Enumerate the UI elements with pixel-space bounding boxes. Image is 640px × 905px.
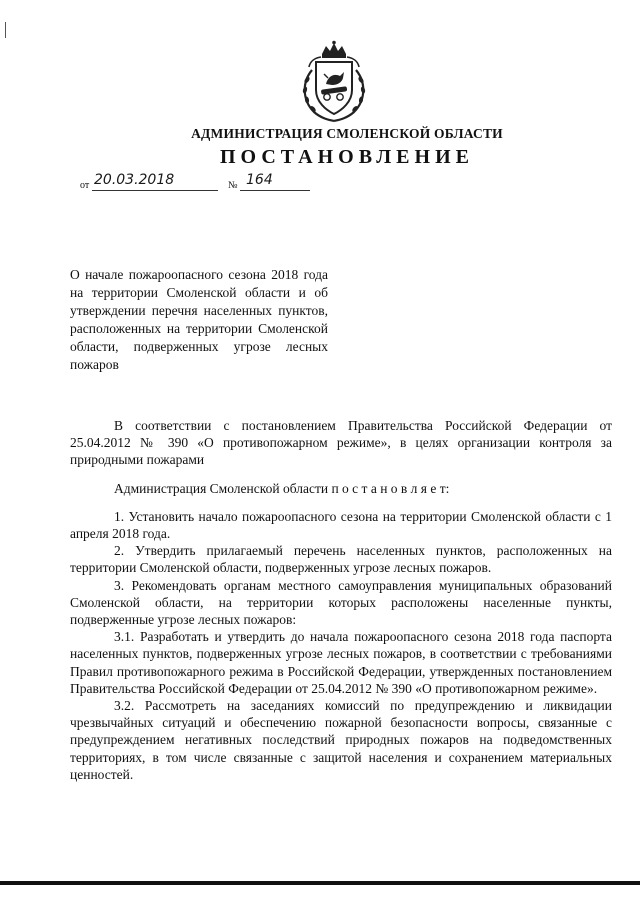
number-underline [240,190,310,191]
organization-name: АДМИНИСТРАЦИЯ СМОЛЕНСКОЙ ОБЛАСТИ [191,126,503,141]
scan-bottom-border [0,881,640,885]
document-number: 164 [246,172,273,188]
subject-text: О начале пожароопасного сезона 2018 года на территории Смоленской области и об утверждении перечня населенных пунктов, расположенных на территории Смоленской области, подверженных угрозе лесных пожаров [70,267,328,372]
item-3-2: 3.2. Рассмотреть на заседаниях комиссий по предупреждению и ликвидации чрезвычайных ситуаций и обеспечению пожарной безопасности вопросы, связанные с предупреждением негативных последствий природных пожаров на подведомственных территориях, в том числе связанные с защитой населения и сохранением материальных ценностей. [70,698,612,782]
date-underline [92,190,218,191]
date-prefix: от [80,180,90,191]
number-prefix: № [228,180,238,191]
coat-of-arms-icon [294,40,374,124]
document-body [70,417,612,783]
item-3-1: 3.1. Разработать и утвердить до начала пожароопасного сезона 2018 года паспорта населенных пунктов, подверженных угрозе лесных пожаров, в соответствии с требованиями Правил противопожарного режима в Российской Федерации, утвержденных постановлением Правительства Российской Федерации от 25.04.2012 № 390 «О противопожарном режиме». [70,629,612,696]
decree-line: Администрация Смоленской области п о с т а н о в л я е т: [114,480,450,496]
item-2: 2. Утвердить прилагаемый перечень населенных пунктов, расположенных на территории Смоленской области, подверженных угрозе лесных пожаров. [70,543,612,576]
scan-margin-mark [5,22,6,38]
document-subject [70,266,328,374]
document-date: 20.03.2018 [94,172,175,188]
preamble-paragraph: В соответствии с постановлением Правительства Российской Федерации от 25.04.2012 № 390 «О противопожарном режиме», в целях организации контроля за природными пожарами [70,418,612,468]
item-1: 1. Установить начало пожароопасного сезона на территории Смоленской области с 1 апреля 2018 года. [70,508,612,542]
document-type-title: ПОСТАНОВЛЕНИЕ [220,146,474,168]
item-3: 3. Рекомендовать органам местного самоуправления муниципальных образований Смоленской области, на территории которых расположены населенные пункты, подверженные угрозе лесных пожаров: [70,577,612,628]
date-number-row [80,172,320,194]
